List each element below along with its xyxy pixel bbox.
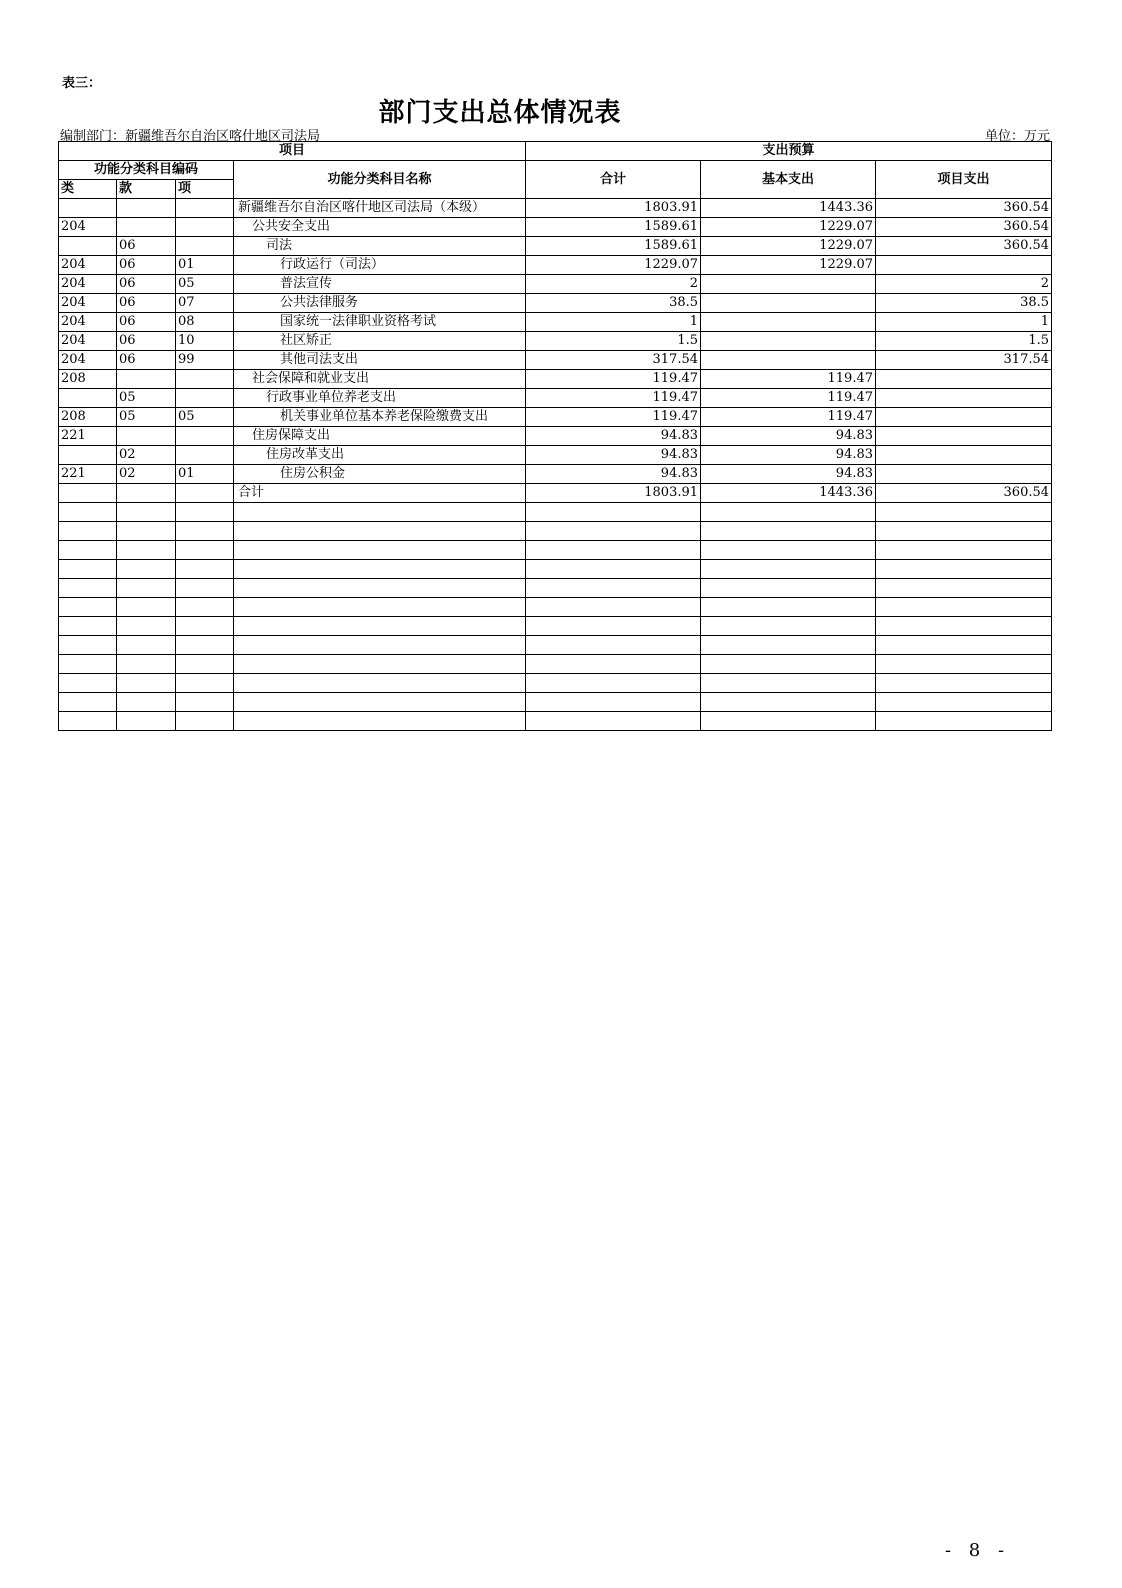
cell-total: 2	[526, 275, 701, 294]
cell-lei	[59, 446, 117, 465]
empty-cell	[876, 674, 1052, 693]
cell-kuan: 02	[117, 465, 176, 484]
cell-name: 社区矫正	[234, 332, 526, 351]
empty-cell	[234, 655, 526, 674]
cell-name: 机关事业单位基本养老保险缴费支出	[234, 408, 526, 427]
empty-cell	[59, 636, 117, 655]
table-row	[59, 313, 1052, 332]
expenditure-table	[58, 141, 1052, 731]
empty-row	[59, 617, 1052, 636]
header-project: 项目	[59, 142, 526, 161]
empty-cell	[876, 636, 1052, 655]
cell-xiang: 07	[176, 294, 234, 313]
empty-cell	[701, 655, 876, 674]
cell-project: 2	[876, 275, 1052, 294]
empty-cell	[526, 522, 701, 541]
cell-xiang	[176, 237, 234, 256]
empty-cell	[59, 693, 117, 712]
table-row	[59, 294, 1052, 313]
cell-total: 1803.91	[526, 484, 701, 503]
empty-cell	[526, 579, 701, 598]
empty-cell	[701, 522, 876, 541]
empty-cell	[117, 617, 176, 636]
cell-name: 住房公积金	[234, 465, 526, 484]
cell-name: 行政事业单位养老支出	[234, 389, 526, 408]
cell-xiang	[176, 484, 234, 503]
table-row	[59, 427, 1052, 446]
cell-total: 94.83	[526, 446, 701, 465]
cell-kuan: 06	[117, 237, 176, 256]
cell-lei: 208	[59, 370, 117, 389]
empty-cell	[176, 693, 234, 712]
empty-cell	[117, 636, 176, 655]
cell-lei: 204	[59, 256, 117, 275]
empty-row	[59, 560, 1052, 579]
cell-lei	[59, 484, 117, 503]
cell-kuan	[117, 484, 176, 503]
page-title: 部门支出总体情况表	[378, 98, 622, 128]
empty-cell	[234, 674, 526, 693]
cell-basic: 119.47	[701, 389, 876, 408]
empty-cell	[117, 674, 176, 693]
cell-project: 1.5	[876, 332, 1052, 351]
empty-cell	[117, 693, 176, 712]
cell-project	[876, 408, 1052, 427]
cell-basic: 1229.07	[701, 237, 876, 256]
empty-cell	[59, 674, 117, 693]
cell-kuan: 05	[117, 408, 176, 427]
empty-cell	[701, 598, 876, 617]
cell-kuan: 05	[117, 389, 176, 408]
cell-project	[876, 370, 1052, 389]
empty-cell	[876, 712, 1052, 731]
cell-basic: 1443.36	[701, 484, 876, 503]
cell-lei: 204	[59, 313, 117, 332]
cell-kuan: 06	[117, 351, 176, 370]
cell-total: 1803.91	[526, 199, 701, 218]
cell-basic: 1229.07	[701, 218, 876, 237]
empty-cell	[234, 693, 526, 712]
table-row	[59, 389, 1052, 408]
empty-cell	[176, 712, 234, 731]
empty-cell	[701, 712, 876, 731]
empty-row	[59, 541, 1052, 560]
cell-total: 317.54	[526, 351, 701, 370]
empty-cell	[176, 503, 234, 522]
table-row	[59, 408, 1052, 427]
cell-total: 1	[526, 313, 701, 332]
cell-lei	[59, 237, 117, 256]
empty-cell	[234, 579, 526, 598]
cell-xiang	[176, 199, 234, 218]
cell-xiang	[176, 427, 234, 446]
empty-cell	[59, 655, 117, 674]
empty-cell	[176, 541, 234, 560]
cell-basic	[701, 294, 876, 313]
cell-basic	[701, 313, 876, 332]
empty-cell	[176, 579, 234, 598]
cell-name: 公共安全支出	[234, 218, 526, 237]
empty-cell	[234, 636, 526, 655]
empty-cell	[876, 655, 1052, 674]
cell-xiang: 10	[176, 332, 234, 351]
empty-cell	[701, 503, 876, 522]
cell-name: 住房保障支出	[234, 427, 526, 446]
cell-kuan	[117, 427, 176, 446]
cell-project: 360.54	[876, 237, 1052, 256]
empty-cell	[59, 541, 117, 560]
empty-row	[59, 655, 1052, 674]
table-row	[59, 275, 1052, 294]
empty-cell	[176, 522, 234, 541]
empty-cell	[526, 503, 701, 522]
empty-cell	[701, 617, 876, 636]
cell-project	[876, 389, 1052, 408]
empty-cell	[526, 560, 701, 579]
unit-label: 单位：万元	[984, 129, 1050, 144]
cell-lei: 208	[59, 408, 117, 427]
cell-basic: 1443.36	[701, 199, 876, 218]
empty-cell	[117, 560, 176, 579]
cell-project: 360.54	[876, 218, 1052, 237]
cell-kuan: 06	[117, 275, 176, 294]
table-row	[59, 218, 1052, 237]
cell-project	[876, 446, 1052, 465]
cell-total: 94.83	[526, 427, 701, 446]
empty-cell	[176, 636, 234, 655]
empty-cell	[701, 579, 876, 598]
header-basic: 基本支出	[701, 161, 876, 199]
empty-cell	[526, 693, 701, 712]
empty-cell	[117, 541, 176, 560]
cell-name: 社会保障和就业支出	[234, 370, 526, 389]
header-name: 功能分类科目名称	[234, 161, 526, 199]
cell-basic	[701, 275, 876, 294]
cell-project: 317.54	[876, 351, 1052, 370]
cell-total: 119.47	[526, 370, 701, 389]
empty-cell	[526, 617, 701, 636]
cell-lei: 204	[59, 332, 117, 351]
cell-lei: 204	[59, 218, 117, 237]
cell-xiang	[176, 446, 234, 465]
empty-cell	[701, 674, 876, 693]
cell-project	[876, 465, 1052, 484]
cell-total: 119.47	[526, 408, 701, 427]
cell-xiang: 01	[176, 256, 234, 275]
cell-kuan: 06	[117, 294, 176, 313]
cell-basic: 94.83	[701, 446, 876, 465]
table-row	[59, 332, 1052, 351]
header-lei: 类	[59, 180, 117, 199]
cell-name: 其他司法支出	[234, 351, 526, 370]
cell-xiang	[176, 370, 234, 389]
cell-basic: 119.47	[701, 370, 876, 389]
empty-cell	[701, 693, 876, 712]
header-xiang: 项	[176, 180, 234, 199]
header-project-expenditure: 项目支出	[876, 161, 1052, 199]
cell-basic: 119.47	[701, 408, 876, 427]
cell-kuan: 06	[117, 332, 176, 351]
cell-project	[876, 427, 1052, 446]
empty-cell	[876, 560, 1052, 579]
cell-kuan: 06	[117, 313, 176, 332]
empty-cell	[59, 503, 117, 522]
empty-cell	[234, 617, 526, 636]
cell-lei: 204	[59, 294, 117, 313]
empty-cell	[117, 655, 176, 674]
cell-basic: 1229.07	[701, 256, 876, 275]
table-row	[59, 237, 1052, 256]
cell-lei: 221	[59, 465, 117, 484]
table-body	[59, 199, 1052, 731]
empty-row	[59, 522, 1052, 541]
empty-cell	[176, 674, 234, 693]
page-number: - 8 -	[945, 1540, 1011, 1561]
cell-basic: 94.83	[701, 465, 876, 484]
empty-cell	[526, 598, 701, 617]
empty-cell	[701, 636, 876, 655]
cell-project: 1	[876, 313, 1052, 332]
empty-cell	[234, 712, 526, 731]
cell-total: 94.83	[526, 465, 701, 484]
cell-lei: 204	[59, 351, 117, 370]
header-total: 合计	[526, 161, 701, 199]
empty-cell	[526, 655, 701, 674]
table-row	[59, 370, 1052, 389]
empty-cell	[234, 541, 526, 560]
cell-total: 1.5	[526, 332, 701, 351]
empty-cell	[59, 712, 117, 731]
empty-row	[59, 579, 1052, 598]
empty-cell	[176, 598, 234, 617]
empty-cell	[117, 712, 176, 731]
empty-cell	[234, 522, 526, 541]
table-row	[59, 484, 1052, 503]
empty-cell	[59, 598, 117, 617]
cell-total: 1589.61	[526, 237, 701, 256]
empty-cell	[234, 598, 526, 617]
empty-cell	[876, 617, 1052, 636]
empty-cell	[176, 617, 234, 636]
cell-name: 住房改革支出	[234, 446, 526, 465]
header-kuan: 款	[117, 180, 176, 199]
empty-cell	[876, 579, 1052, 598]
empty-cell	[59, 579, 117, 598]
cell-basic: 94.83	[701, 427, 876, 446]
cell-total: 119.47	[526, 389, 701, 408]
cell-name: 公共法律服务	[234, 294, 526, 313]
cell-lei	[59, 389, 117, 408]
table-row	[59, 256, 1052, 275]
empty-row	[59, 503, 1052, 522]
table-row	[59, 446, 1052, 465]
cell-xiang: 08	[176, 313, 234, 332]
cell-kuan	[117, 199, 176, 218]
cell-kuan: 02	[117, 446, 176, 465]
cell-xiang: 01	[176, 465, 234, 484]
cell-name: 司法	[234, 237, 526, 256]
cell-basic	[701, 351, 876, 370]
cell-xiang: 05	[176, 275, 234, 294]
empty-cell	[176, 655, 234, 674]
empty-row	[59, 636, 1052, 655]
department-label: 编制部门：新疆维吾尔自治区喀什地区司法局	[60, 129, 321, 144]
empty-cell	[117, 522, 176, 541]
cell-xiang	[176, 389, 234, 408]
empty-cell	[526, 541, 701, 560]
cell-project: 360.54	[876, 199, 1052, 218]
cell-total: 1589.61	[526, 218, 701, 237]
cell-lei: 204	[59, 275, 117, 294]
cell-lei	[59, 199, 117, 218]
cell-kuan	[117, 218, 176, 237]
cell-name: 行政运行（司法）	[234, 256, 526, 275]
empty-cell	[876, 522, 1052, 541]
empty-row	[59, 674, 1052, 693]
cell-xiang	[176, 218, 234, 237]
cell-name: 新疆维吾尔自治区喀什地区司法局（本级）	[234, 199, 526, 218]
empty-cell	[876, 693, 1052, 712]
empty-cell	[234, 503, 526, 522]
empty-cell	[701, 560, 876, 579]
empty-row	[59, 598, 1052, 617]
empty-cell	[876, 598, 1052, 617]
cell-total: 1229.07	[526, 256, 701, 275]
empty-row	[59, 693, 1052, 712]
cell-lei: 221	[59, 427, 117, 446]
cell-xiang: 05	[176, 408, 234, 427]
cell-xiang: 99	[176, 351, 234, 370]
empty-cell	[876, 541, 1052, 560]
cell-basic	[701, 332, 876, 351]
cell-total: 38.5	[526, 294, 701, 313]
empty-cell	[59, 617, 117, 636]
cell-kuan: 06	[117, 256, 176, 275]
empty-cell	[526, 674, 701, 693]
empty-cell	[117, 598, 176, 617]
cell-name: 普法宣传	[234, 275, 526, 294]
empty-cell	[59, 560, 117, 579]
table-row	[59, 199, 1052, 218]
empty-cell	[526, 712, 701, 731]
empty-cell	[701, 541, 876, 560]
empty-cell	[526, 636, 701, 655]
cell-project	[876, 256, 1052, 275]
cell-kuan	[117, 370, 176, 389]
empty-cell	[117, 579, 176, 598]
table-label: 表三：	[62, 76, 102, 91]
empty-cell	[117, 503, 176, 522]
table-row	[59, 465, 1052, 484]
empty-cell	[876, 503, 1052, 522]
empty-cell	[234, 560, 526, 579]
cell-name: 合计	[234, 484, 526, 503]
cell-project: 38.5	[876, 294, 1052, 313]
cell-project: 360.54	[876, 484, 1052, 503]
header-budget: 支出预算	[526, 142, 1052, 161]
header-code-group: 功能分类科目编码	[59, 161, 234, 180]
empty-cell	[59, 522, 117, 541]
empty-row	[59, 712, 1052, 731]
cell-name: 国家统一法律职业资格考试	[234, 313, 526, 332]
table-row	[59, 351, 1052, 370]
empty-cell	[176, 560, 234, 579]
